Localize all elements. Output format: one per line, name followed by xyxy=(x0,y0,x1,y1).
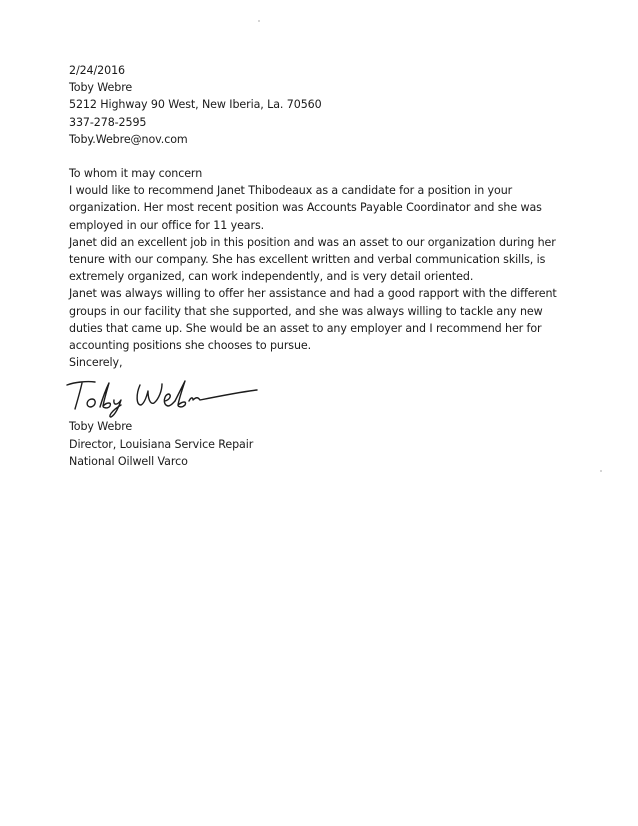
body-paragraph: I would like to recommend Janet Thibodeaux as a candidate for a position in your organization. Her most recent position was Accounts Payable Coordinator and she was employed in our office for 11 years. xyxy=(69,184,542,232)
body-paragraph: Janet did an excellent job in this position and was an asset to our organization during her tenure with our company. She has excellent written and verbal communication skills, is extremely organized, can work independently, and is very detail oriented. xyxy=(69,235,556,284)
signatory-name: Toby Webre xyxy=(69,420,133,434)
body-paragraph: Janet was always willing to offer her assistance and had a good rapport with the different groups in our facility that she supported, and she was always willing to tackle any new duties that came up. She would be an asset to any employer and I recommend her for accounting positions she chooses to pursue. xyxy=(69,287,557,353)
scan-speck xyxy=(258,20,260,22)
sender-block xyxy=(69,79,569,148)
sender-email: Toby.Webre@nov.com xyxy=(69,132,188,146)
signatory-title: Director, Louisiana Service Repair xyxy=(69,437,254,451)
sender-address: 5212 Highway 90 West, New Iberia, La. 70560 xyxy=(69,98,322,112)
signature-image xyxy=(65,375,285,419)
letter-date: 2/24/2016 xyxy=(69,64,125,77)
sender-phone: 337-278-2595 xyxy=(69,115,147,129)
signatory-company: National Oilwell Varco xyxy=(69,454,188,468)
closing: Sincerely, xyxy=(69,356,123,370)
handwritten-signature xyxy=(69,377,569,417)
sender-name: Toby Webre xyxy=(69,81,133,95)
salutation: To whom it may concern xyxy=(69,167,203,181)
letter xyxy=(69,62,569,470)
scan-speck xyxy=(600,470,602,472)
